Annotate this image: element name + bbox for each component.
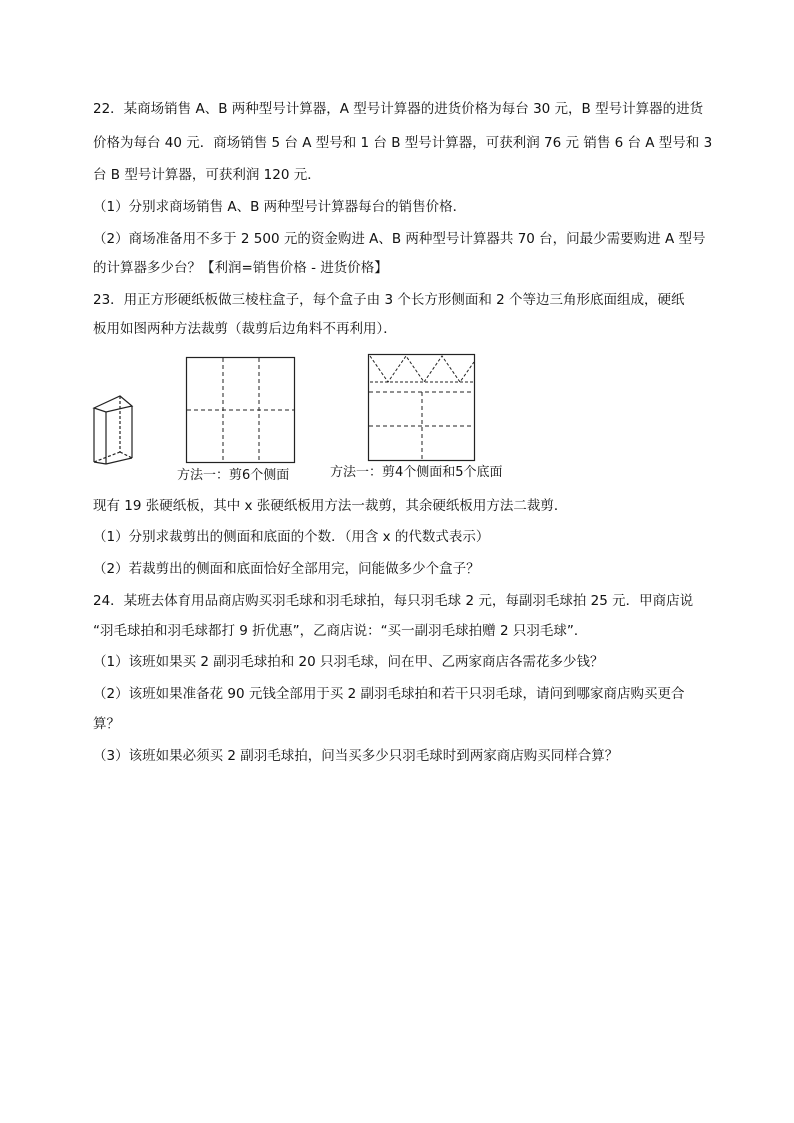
method-two-caption: 方法一：剪4个侧面和5个底面 [330,465,503,480]
q22-line-3: 台 B 型号计算器，可获利润 120 元． [93,167,321,183]
q22-part-1: （1）分别求商场销售 A、B 两种型号计算器每台的销售价格． [93,199,467,215]
q24-part-1: （1）该班如果买 2 副羽毛球拍和 20 只羽毛球，问在甲、乙两家商店各需花多少钱？ [93,654,604,670]
q23-line-3: 现有 19 张硬纸板，其中 x 张硬纸板用方法一裁剪，其余硬纸板用方法二裁剪． [93,498,568,514]
q22-part-2-line-1: （2）商场准备用不多于 2 500 元的资金购进 A、B 两种型号计算器共 70 台，问最少需要购进 A 型号 [93,231,706,247]
q23-line-1: 23．用正方形硬纸板做三棱柱盒子，每个盒子由 3 个长方形侧面和 2 个等边三角形底面组成，硬纸 [93,292,685,308]
q22-line-1: 22．某商场销售 A、B 两种型号计算器，A 型号计算器的进货价格为每台 30 元，B 型号计算器的进货 [93,101,704,117]
q22-line-2: 价格为每台 40 元．商场销售 5 台 A 型号和 1 台 B 型号计算器，可获利润 76 元 销售 6 台 A 型号和 3 [93,135,713,151]
q24-part-2-line-2: 算？ [93,716,120,732]
method-one-caption: 方法一：剪6个侧面 [177,468,290,483]
q24-line-2: “羽毛球拍和羽毛球都打 9 折优惠”，乙商店说：“买一副羽毛球拍赠 2 只羽毛球”． [93,623,588,639]
q23-part-2: （2）若裁剪出的侧面和底面恰好全部用完，问能做多少个盒子？ [93,561,480,577]
q24-part-3: （3）该班如果必须买 2 副羽毛球拍，问当买多少只羽毛球时到两家商店购买同样合算？ [93,748,619,764]
q23-line-2: 板用如图两种方法裁剪（裁剪后边角料不再利用）． [93,321,397,337]
q22-part-2-line-2: 的计算器多少台？【利润=销售价格 - 进货价格】 [93,260,388,276]
q23-part-1: （1）分别求裁剪出的侧面和底面的个数．（用含 x 的代数式表示） [93,529,490,545]
method-one-board-figure [186,357,296,464]
method-two-board-figure [368,354,476,462]
q24-line-1: 24．某班去体育用品商店购买羽毛球和羽毛球拍，每只羽毛球 2 元，每副羽毛球拍 25 元．甲商店说 [93,593,694,609]
q24-part-2-line-1: （2）该班如果准备花 90 元钱全部用于买 2 副羽毛球拍和若干只羽毛球，请问到哪家商店购买更合 [93,686,685,702]
triangular-prism-figure [90,390,140,470]
